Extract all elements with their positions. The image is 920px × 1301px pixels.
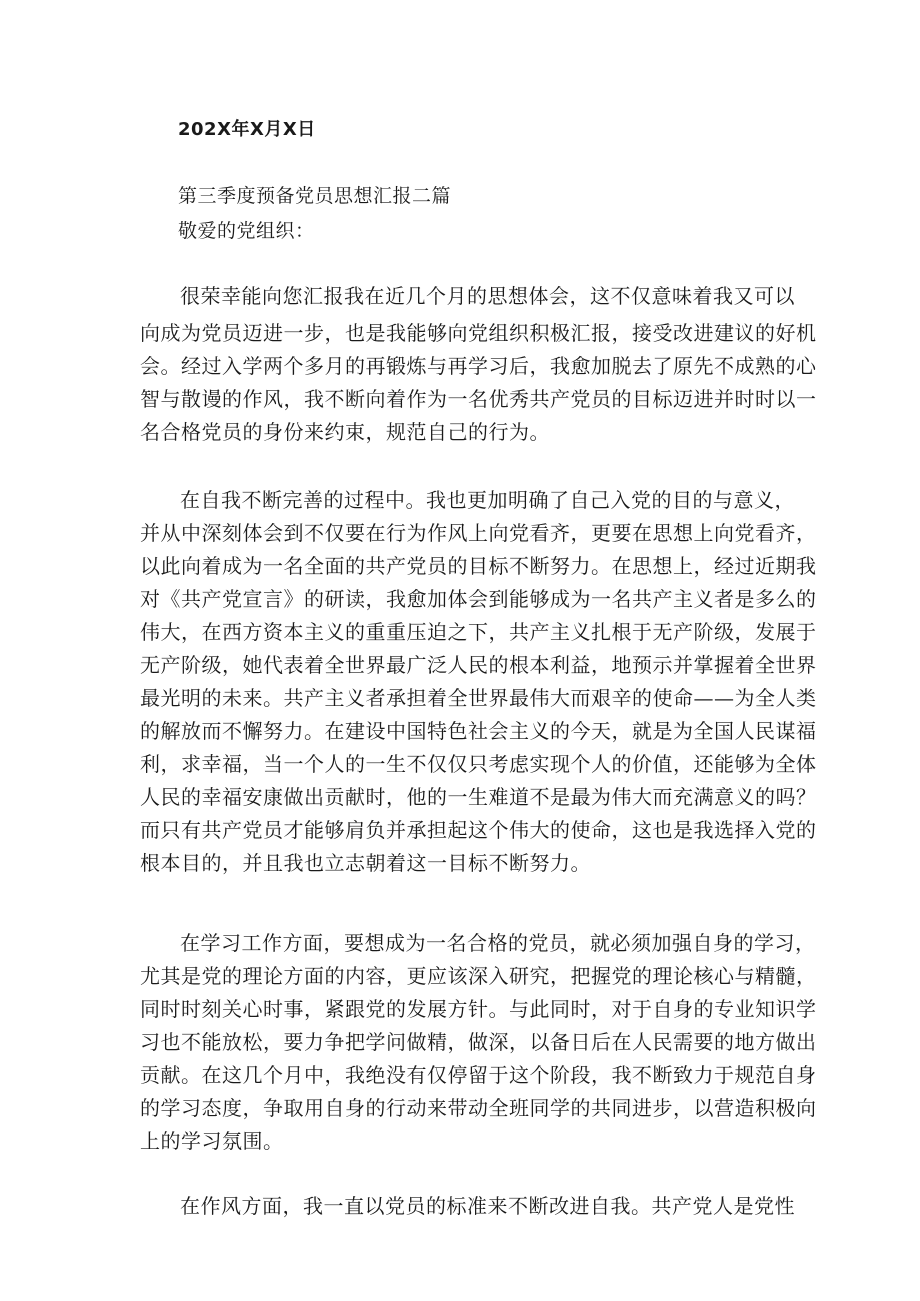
salutation: 敬爱的党组织：	[178, 220, 315, 242]
paragraph-line: 很荣幸能向您汇报我在近几个月的思想体会，这不仅意味着我又可以	[180, 284, 795, 308]
paragraph-line: 名合格党员的身份来约束，规范自己的行为。	[140, 420, 550, 444]
paragraph-line: 会。经过入学两个多月的再锻炼与再学习后，我愈加脱去了原先不成熟的心	[140, 354, 817, 378]
paragraph-line: 而只有共产党员才能够肩负并承担起这个伟大的使命，这也是我选择入党的	[140, 818, 817, 842]
document-title: 第三季度预备党员思想汇报二篇	[178, 185, 452, 207]
paragraph-line: 利，求幸福，当一个人的一生不仅仅只考虑实现个人的价值，还能够为全体	[140, 752, 817, 776]
paragraph-line: 智与散谩的作风，我不断向着作为一名优秀共产党员的目标迈进并时时以一	[140, 387, 817, 411]
paragraph-line: 向成为党员迈进一步，也是我能够向党组织积极汇报，接受改进建议的好机	[140, 321, 817, 345]
paragraph-line: 伟大，在西方资本主义的重重压迫之下，共产主义扎根于无产阶级，发展于	[140, 620, 817, 644]
paragraph-line: 人民的幸福安康做出贡献时，他的一生难道不是最为伟大而充满意义的吗？	[140, 785, 817, 809]
paragraph-line: 并从中深刻体会到不仅要在行为作风上向党看齐，更要在思想上向党看齐，	[140, 521, 817, 545]
paragraph-line: 对《共产党宣言》的研读，我愈加体会到能够成为一名共产主义者是多么的	[140, 587, 817, 611]
paragraph-line: 在作风方面，我一直以党员的标准来不断改进自我。共产党人是党性	[180, 1194, 795, 1218]
document-date: 202X年X月X日	[178, 119, 316, 140]
paragraph-line: 上的学习氛围。	[140, 1129, 284, 1153]
paragraph-line: 的解放而不懈努力。在建设中国特色社会主义的今天，就是为全国人民谋福	[140, 719, 817, 743]
paragraph-line: 根本目的，并且我也立志朝着这一目标不断努力。	[140, 851, 591, 875]
paragraph-line: 贡献。在这几个月中，我绝没有仅停留于这个阶段，我不断致力于规范自身	[140, 1063, 817, 1087]
paragraph-line: 同时时刻关心时事，紧跟党的发展方针。与此同时，对于自身的专业知识学	[140, 997, 817, 1021]
paragraph-line: 习也不能放松，要力争把学问做精，做深，以备日后在人民需要的地方做出	[140, 1030, 817, 1054]
paragraph-line: 尤其是党的理论方面的内容，更应该深入研究，把握党的理论核心与精髓，	[140, 964, 817, 988]
paragraph-line: 在自我不断完善的过程中。我也更加明确了自己入党的目的与意义，	[180, 488, 795, 512]
paragraph-line: 最光明的未来。共产主义者承担着全世界最伟大而艰辛的使命——为全人类	[140, 686, 817, 710]
paragraph-line: 以此向着成为一名全面的共产党员的目标不断努力。在思想上，经过近期我	[140, 554, 817, 578]
paragraph-line: 无产阶级，她代表着全世界最广泛人民的根本利益，地预示并掌握着全世界	[140, 653, 817, 677]
paragraph-line: 在学习工作方面，要想成为一名合格的党员，就必须加强自身的学习，	[180, 931, 816, 955]
paragraph-line: 的学习态度，争取用自身的行动来带动全班同学的共同进步，以营造积极向	[140, 1096, 817, 1120]
